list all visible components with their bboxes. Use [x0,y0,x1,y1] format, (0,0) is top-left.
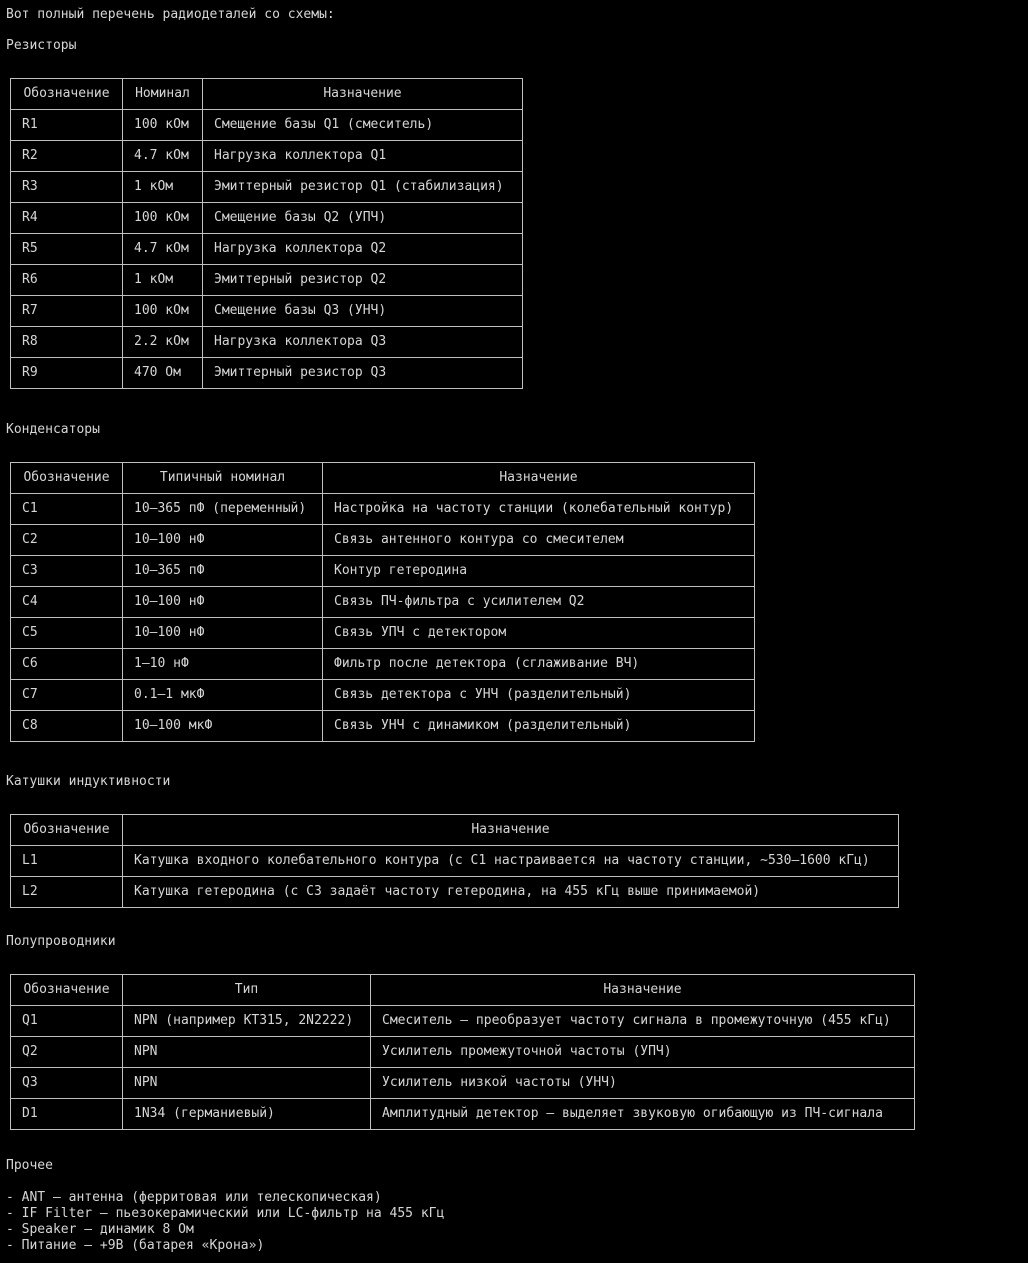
table-row [11,711,755,742]
column-header-purpose: Назначение [371,975,915,1006]
table-row [11,110,523,141]
list-item: - Speaker — динамик 8 Ом [6,1222,194,1237]
cell-purpose: Связь детектора с УНЧ (разделительный) [323,680,755,711]
cell-designation: L1 [11,846,123,877]
cell-designation: C6 [11,649,123,680]
table-row [11,680,755,711]
cell-value: 100 кОм [123,110,203,141]
intro-text: Вот полный перечень радиодеталей со схемы: [6,7,335,22]
table-row [11,203,523,234]
cell-purpose: Эмиттерный резистор Q3 [203,358,523,389]
cell-value: 10–100 нФ [123,525,323,556]
table-row [11,556,755,587]
cell-designation: D1 [11,1099,123,1130]
cell-designation: C2 [11,525,123,556]
column-header-purpose: Назначение [203,79,523,110]
cell-designation: R3 [11,172,123,203]
table-row [11,1006,915,1037]
cell-designation: R8 [11,327,123,358]
cell-value: 100 кОм [123,296,203,327]
cell-value: 100 кОм [123,203,203,234]
cell-purpose: Эмиттерный резистор Q2 [203,265,523,296]
cell-value: 1–10 нФ [123,649,323,680]
cell-value: 10–100 нФ [123,587,323,618]
other-heading: Прочее [6,1158,53,1173]
column-header-value: Типичный номинал [123,463,323,494]
cell-type: NPN [123,1068,371,1099]
capacitors-heading: Конденсаторы [6,422,100,437]
semiconductors-heading: Полупроводники [6,934,116,949]
semiconductors-table [10,974,915,1130]
table-row [11,649,755,680]
table-row [11,587,755,618]
cell-purpose: Смещение базы Q1 (смеситель) [203,110,523,141]
column-header-value: Номинал [123,79,203,110]
inductors-heading: Катушки индуктивности [6,774,171,789]
table-row [11,494,755,525]
column-header-purpose: Назначение [123,815,899,846]
cell-purpose: Фильтр после детектора (сглаживание ВЧ) [323,649,755,680]
cell-purpose: Смещение базы Q2 (УПЧ) [203,203,523,234]
cell-purpose: Нагрузка коллектора Q2 [203,234,523,265]
cell-value: 1 кОм [123,172,203,203]
cell-purpose: Нагрузка коллектора Q3 [203,327,523,358]
cell-type: NPN [123,1037,371,1068]
cell-purpose: Катушка входного колебательного контура (с C1 настраивается на частоту станции, ~530–1600 кГц) [123,846,899,877]
cell-designation: C4 [11,587,123,618]
table-header-row [11,815,899,846]
cell-designation: C3 [11,556,123,587]
cell-purpose: Смеситель — преобразует частоту сигнала в промежуточную (455 кГц) [371,1006,915,1037]
cell-purpose: Амплитудный детектор — выделяет звуковую огибающую из ПЧ-сигнала [371,1099,915,1130]
cell-designation: R2 [11,141,123,172]
cell-purpose: Связь антенного контура со смесителем [323,525,755,556]
cell-designation: R6 [11,265,123,296]
cell-designation: R7 [11,296,123,327]
table-header-row [11,975,915,1006]
table-row [11,296,523,327]
cell-purpose: Контур гетеродина [323,556,755,587]
cell-designation: C8 [11,711,123,742]
cell-purpose: Усилитель низкой частоты (УНЧ) [371,1068,915,1099]
inductors-table [10,814,899,908]
table-row [11,327,523,358]
resistors-heading: Резисторы [6,38,77,53]
resistors-table [10,78,523,389]
table-row [11,141,523,172]
table-row [11,234,523,265]
column-header-purpose: Назначение [323,463,755,494]
table-header-row [11,463,755,494]
cell-designation: Q2 [11,1037,123,1068]
capacitors-table [10,462,755,742]
cell-value: 4.7 кОм [123,234,203,265]
cell-designation: C1 [11,494,123,525]
table-row [11,846,899,877]
table-header-row [11,79,523,110]
cell-designation: L2 [11,877,123,908]
cell-purpose: Связь ПЧ-фильтра с усилителем Q2 [323,587,755,618]
cell-purpose: Катушка гетеродина (с C3 задаёт частоту гетеродина, на 455 кГц выше принимаемой) [123,877,899,908]
table-row [11,265,523,296]
cell-type: NPN (например КТ315, 2N2222) [123,1006,371,1037]
cell-value: 10–100 мкФ [123,711,323,742]
cell-designation: R5 [11,234,123,265]
cell-purpose: Усилитель промежуточной частоты (УПЧ) [371,1037,915,1068]
table-row [11,1068,915,1099]
cell-value: 1 кОм [123,265,203,296]
cell-designation: Q1 [11,1006,123,1037]
cell-value: 470 Ом [123,358,203,389]
cell-designation: R9 [11,358,123,389]
column-header-type: Тип [123,975,371,1006]
cell-value: 10–100 нФ [123,618,323,649]
table-row [11,1099,915,1130]
table-row [11,172,523,203]
cell-designation: C7 [11,680,123,711]
cell-purpose: Нагрузка коллектора Q1 [203,141,523,172]
table-row [11,358,523,389]
other-list [6,1190,444,1254]
list-item: - Питание — +9В (батарея «Крона») [6,1238,265,1253]
cell-purpose: Настройка на частоту станции (колебательный контур) [323,494,755,525]
list-item: - ANT — антенна (ферритовая или телескопическая) [6,1190,382,1205]
column-header-designation: Обозначение [11,79,123,110]
column-header-designation: Обозначение [11,815,123,846]
cell-purpose: Эмиттерный резистор Q1 (стабилизация) [203,172,523,203]
cell-designation: Q3 [11,1068,123,1099]
cell-designation: R1 [11,110,123,141]
cell-purpose: Смещение базы Q3 (УНЧ) [203,296,523,327]
cell-purpose: Связь УНЧ с динамиком (разделительный) [323,711,755,742]
cell-value: 4.7 кОм [123,141,203,172]
table-row [11,525,755,556]
cell-value: 2.2 кОм [123,327,203,358]
cell-designation: C5 [11,618,123,649]
table-row [11,618,755,649]
column-header-designation: Обозначение [11,463,123,494]
table-row [11,877,899,908]
list-item: - IF Filter — пьезокерамический или LC-фильтр на 455 кГц [6,1206,445,1221]
cell-purpose: Связь УПЧ с детектором [323,618,755,649]
cell-value: 10–365 пФ (переменный) [123,494,323,525]
cell-value: 10–365 пФ [123,556,323,587]
cell-value: 0.1–1 мкФ [123,680,323,711]
table-row [11,1037,915,1068]
cell-designation: R4 [11,203,123,234]
column-header-designation: Обозначение [11,975,123,1006]
cell-type: 1N34 (германиевый) [123,1099,371,1130]
